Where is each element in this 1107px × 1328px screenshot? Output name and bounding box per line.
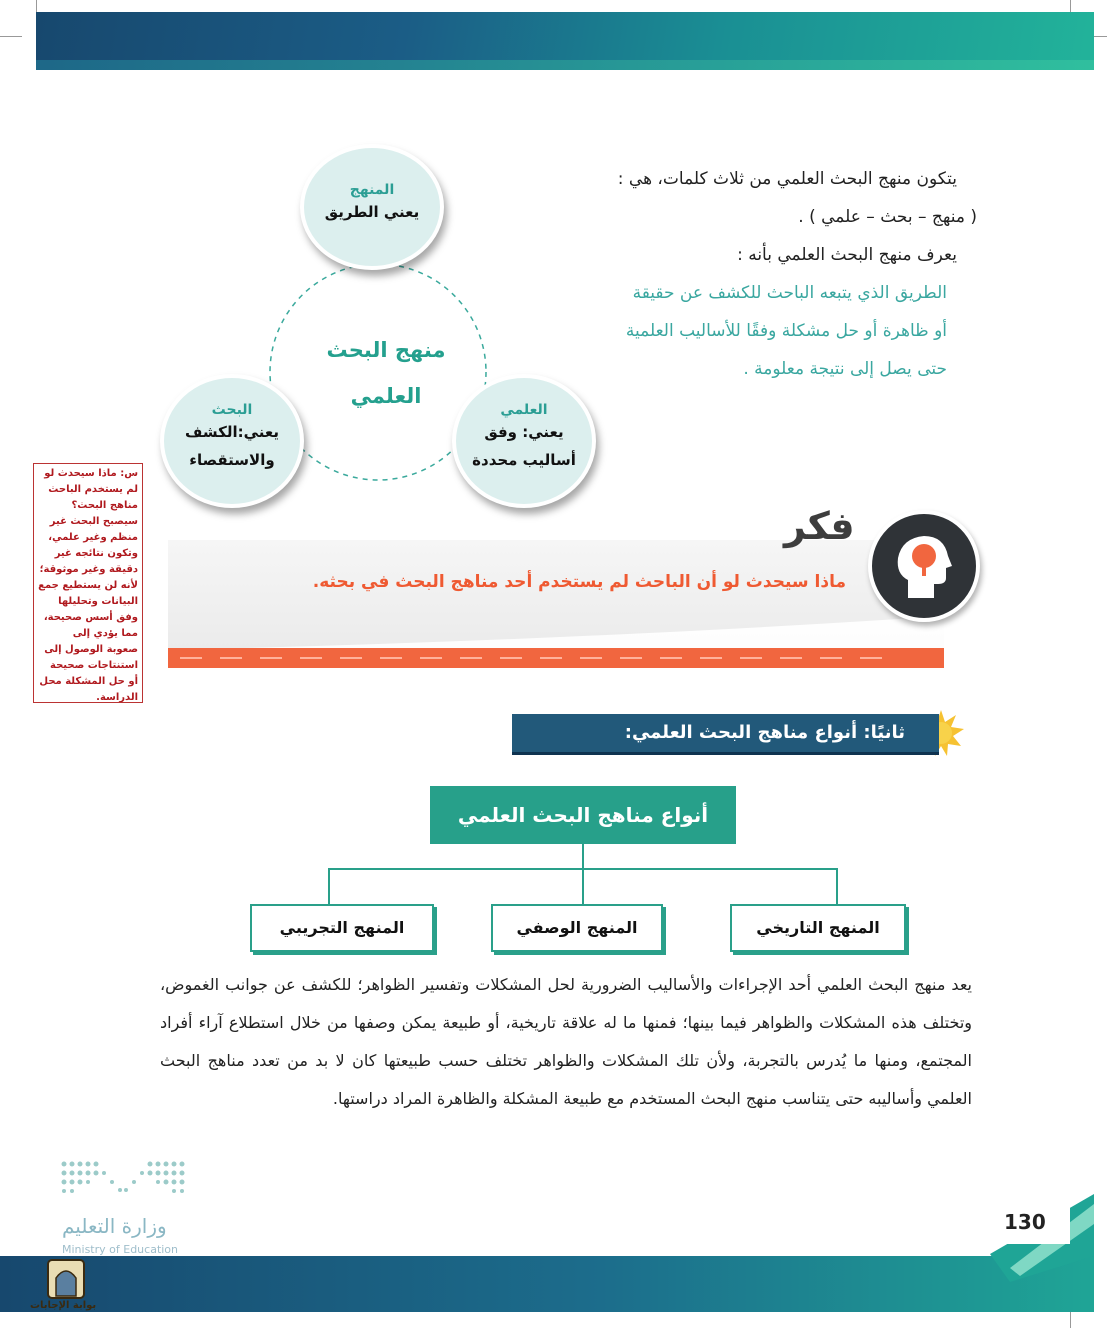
- think-label: فكر: [784, 504, 855, 548]
- tree-connector: [582, 844, 584, 904]
- tree-leaf-descriptive: المنهج الوصفي: [491, 904, 663, 952]
- ministry-logo-dots: [60, 1160, 190, 1204]
- head-thinking-icon: [868, 510, 980, 622]
- tree-leaf-historical: المنهج التاريخي: [730, 904, 906, 952]
- tree-leaf-experimental: المنهج التجريبي: [250, 904, 434, 952]
- circle-bahth-title: البحث: [211, 402, 253, 418]
- tree-root: أنواع مناهج البحث العلمي: [430, 786, 736, 844]
- portal-watermark: بوابة الإجابات: [30, 1300, 97, 1311]
- center-title-line-1: منهج البحث: [326, 338, 446, 362]
- intro-line-2: ( منهج – بحث – علمي ) .: [798, 207, 977, 227]
- section-header: ثانيًا: أنواع مناهج البحث العلمي:: [512, 714, 939, 752]
- tree-connector: [328, 868, 330, 904]
- tree-connector: [328, 868, 838, 870]
- side-note-question: س: ماذا سيحدث لو لم يستخدم الباحث مناهج البحث؟: [44, 468, 138, 511]
- definition-line-3: حتى يصل إلى نتيجة معلومة .: [743, 359, 947, 379]
- crop-mark: [1070, 1312, 1071, 1328]
- bottom-banner: [0, 1256, 1094, 1312]
- circle-ilmi-text-1: يعني: وفق: [484, 423, 564, 441]
- circle-bahth-text-1: يعني:الكشف: [184, 423, 280, 441]
- circle-bahth: [160, 374, 304, 508]
- tree-connector: [836, 868, 838, 904]
- think-question: ماذا سيحدث لو أن الباحث لم يستخدم أحد مناهج البحث في بحثه.: [312, 572, 846, 592]
- circle-manhaj: [300, 144, 444, 270]
- side-note-answer: سيصبح البحث غير منظم وغير علمي، وتكون نتائجه غير دقيقة وغير موثوقة؛ لأنه لن يستطيع جمع البيانات وتحليلها وفق أسس صحيحة، مما يؤدي إلى صعوبة الوصول إلى استنتاجات صحيحة أو حل المشكلة محل الدراسة.: [38, 516, 138, 703]
- ministry-name-en: Ministry of Education: [62, 1243, 179, 1256]
- circle-manhaj-title: المنهج: [349, 182, 395, 198]
- circle-ilmi: [452, 374, 596, 508]
- side-answer-note: [33, 463, 143, 703]
- intro-line-3: يعرف منهج البحث العلمي بأنه :: [737, 245, 957, 265]
- intro-text: [537, 160, 977, 388]
- top-banner: [36, 12, 1094, 70]
- circle-manhaj-text: يعني الطريق: [324, 203, 420, 221]
- circle-bahth-text-2: والاستقصاء: [189, 451, 275, 469]
- body-paragraph: يعد منهج البحث العلمي أحد الإجراءات والأساليب الضرورية لحل المشكلات وتفسير الظواهر؛ للكشف عن جوانب الغموض، وتختلف هذه المشكلات والظواهر فيما بينها؛ فمنها ما له علاقة تاريخية، أو طبيعة يمكن وصفها من خلال استطلاع آراء أفراد المجتمع، ومنها ما يُدرس بالتجربة، ولأن تلك المشكلات والظواهر تختلف حسب طبيعتها كان لا بد من تعدد مناهج البحث العلمي وأساليبه حتى يتناسب منهج البحث المستخدم مع طبيعة المشكلة والظاهرة المراد دراستها.: [160, 975, 972, 1108]
- page-corner-ribbon: [970, 1194, 1094, 1284]
- ministry-name-ar: وزارة التعليم: [62, 1214, 167, 1238]
- diagram-center-title: [296, 327, 476, 419]
- crop-mark: [1070, 0, 1071, 12]
- circle-ilmi-text-2: أساليب محددة: [472, 451, 576, 469]
- crop-mark: [0, 36, 22, 37]
- page-number: 130: [1004, 1210, 1046, 1234]
- think-box-dashes: [180, 657, 900, 659]
- brain-head-icon: [872, 514, 976, 618]
- think-box-swoosh: [168, 610, 944, 650]
- center-title-line-2: العلمي: [350, 384, 422, 408]
- circle-ilmi-title: العلمي: [500, 402, 548, 418]
- definition-line-1: الطريق الذي يتبعه الباحث للكشف عن حقيقة: [632, 283, 947, 303]
- definition-line-2: أو ظاهرة أو حل مشكلة وفقًا للأساليب العلمية: [625, 321, 947, 341]
- intro-line-1: يتكون منهج البحث العلمي من ثلاث كلمات، هي :: [617, 169, 957, 189]
- crop-mark: [36, 0, 37, 12]
- portal-logo-icon: [44, 1256, 88, 1300]
